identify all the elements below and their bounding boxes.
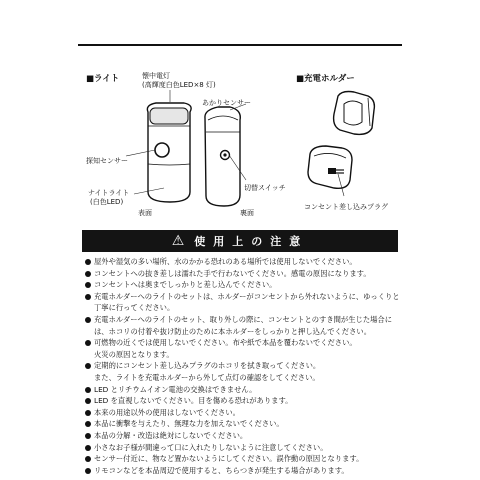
warning-title: 使用上の注意: [194, 235, 309, 248]
caution-item: コンセントへの抜き差しは濡れた手で行わないでください。感電の原因になります。: [84, 268, 404, 280]
night-light-sub-label: (白色LED): [90, 198, 124, 206]
caution-item: LED とリチウムイオン電池の交換はできません。: [84, 384, 404, 396]
switch-label: 切替スイッチ: [244, 184, 286, 192]
warning-icon: ⚠: [171, 233, 185, 249]
light-front-drawing: [147, 103, 191, 202]
caution-list: [84, 256, 404, 476]
caution-item: 定期的にコンセント差し込みプラグのホコリを拭き取ってください。: [84, 360, 404, 372]
caution-item: 本来の用途以外の使用はしないでください。: [84, 407, 404, 419]
back-label: 裏面: [240, 209, 254, 217]
plug-label: コンセント差し込みプラグ: [304, 203, 388, 211]
flashlight-label: 懐中電灯: [142, 72, 170, 80]
warning-header: [82, 230, 398, 252]
night-light-label: ナイトライト: [88, 189, 130, 197]
caution-item: 充電ホルダーへのライトのセット、取り外しの際に、コンセントとのすき間が生じた場合には、ホコリの付着や抜け防止のために本ホルダーをしっかりと押し込んでください。: [84, 314, 404, 337]
holder-top-drawing: [334, 92, 375, 135]
caution-item: 可燃物の近くでは使用しないでください。布や紙で本品を覆わないでください。: [84, 337, 404, 349]
flashlight-sub-label: (高輝度白色LED×8 灯): [142, 81, 216, 89]
detect-sensor-label: 探知センサー: [86, 157, 128, 165]
top-rule: [78, 44, 402, 46]
light-back-drawing: [205, 107, 240, 206]
caution-item: 充電ホルダーへのライトのセットは、ホルダーがコンセントから外れないように、ゆっくりと丁寧に行ってください。: [84, 291, 404, 314]
caution-item: 火災の原因となります。: [94, 349, 174, 359]
front-label: 表面: [138, 209, 152, 217]
caution-item: コンセントへは奥までしっかりと差し込んでください。: [84, 279, 404, 291]
caution-item: リモコンなどを本品周辺で使用すると、ちらつきが発生する場合があります。: [84, 465, 404, 477]
ambient-sensor-label: あかりセンサー: [202, 99, 251, 107]
caution-item: また、ライトを充電ホルダーから外して点灯の確認をしてください。: [94, 372, 320, 382]
caution-item: 屋外や湿気の多い場所、水のかかる恐れのある場所では使用しないでください。: [84, 256, 404, 268]
holder-illustration: [296, 84, 406, 214]
caution-item: 本品の分解・改造は絶対にしないでください。: [84, 430, 404, 442]
caution-item: LED を直視しないでください。目を傷める恐れがあります。: [84, 395, 404, 407]
holder-bottom-drawing: [308, 146, 352, 188]
caution-item: センサー付近に、物など置かないようにしてください。誤作動の原因となります。: [84, 453, 404, 465]
caution-item: 小さなお子様が間違って口に入れたりしないように注意してください。: [84, 442, 404, 454]
holder-section-title: ■充電ホルダー: [296, 74, 355, 84]
caution-item: 本品に衝撃を与えたり、無理な力を加えないでください。: [84, 418, 404, 430]
light-section-title: ■ライト: [86, 74, 120, 84]
